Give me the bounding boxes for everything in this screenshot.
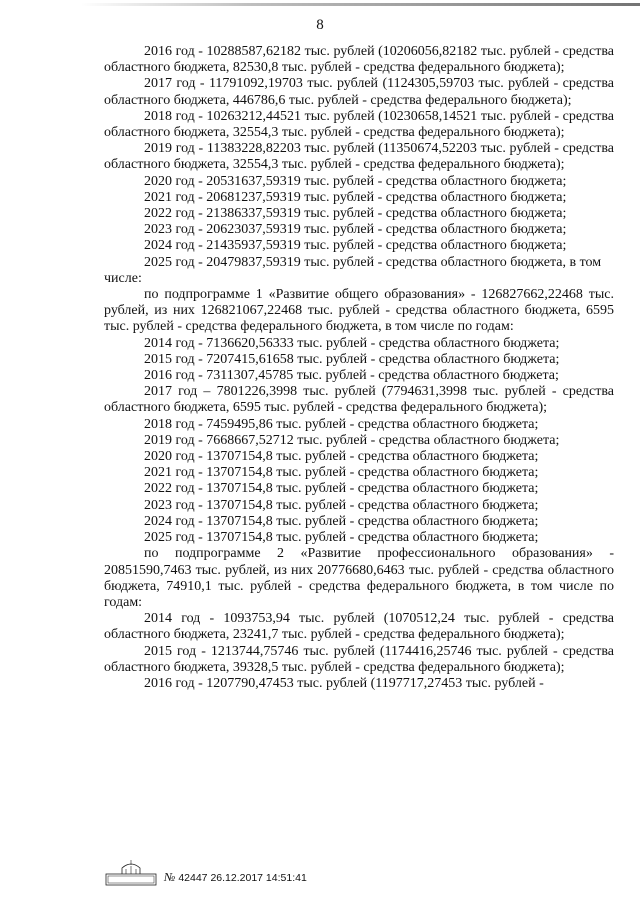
page-number: 8 (316, 17, 324, 33)
paragraph: 2016 год - 7311307,45785 тыс. рублей - средства областного бюджета; (144, 368, 559, 384)
paragraph: 2014 год - 1093753,94 тыс. рублей (1070512,24 тыс. рублей - средства областного бюджета, 23241,7 тыс. рублей - средства федерального бюджета); (104, 611, 614, 643)
paragraph: 2017 год – 7801226,3998 тыс. рублей (7794631,3998 тыс. рублей - средства областного бюджета, 6595 тыс. рублей - средства федерального бюджета); (104, 384, 614, 416)
paragraph: 2023 год - 20623037,59319 тыс. рублей - средства областного бюджета; (144, 222, 567, 238)
government-stamp-logo (104, 858, 158, 888)
paragraph: 2015 год - 7207415,61658 тыс. рублей - средства областного бюджета; (144, 351, 560, 367)
paragraph: 2014 год - 7136620,56333 тыс. рублей - средства областного бюджета; (144, 335, 560, 351)
paragraph: 2020 год - 13707154,8 тыс. рублей - средства областного бюджета; (144, 449, 539, 465)
paragraph: 2025 год - 13707154,8 тыс. рублей - средства областного бюджета; (144, 530, 539, 546)
paragraph: 2022 год - 13707154,8 тыс. рублей - средства областного бюджета; (144, 481, 539, 497)
paragraph: по подпрограмме 2 «Развитие профессионального образования» - 20851590,7463 тыс. рублей, из них 20776680,6463 тыс. рублей - средства областного бюджета, 74910,1 тыс. рублей - средства федерального бюджета, в том числе по годам: (104, 546, 614, 610)
paragraph: 2025 год - 20479837,59319 тыс. рублей - средства областного бюджета, в том числе: (104, 254, 602, 286)
document-body (104, 44, 614, 692)
paragraph: 2023 год - 13707154,8 тыс. рублей - средства областного бюджета; (144, 497, 539, 513)
paragraph: 2021 год - 20681237,59319 тыс. рублей - средства областного бюджета; (144, 189, 567, 205)
paragraph: 2022 год - 21386337,59319 тыс. рублей - средства областного бюджета; (144, 206, 567, 222)
paragraph: 2016 год - 10288587,62182 тыс. рублей (10206056,82182 тыс. рублей - средства областного бюджета, 82530,8 тыс. рублей - средства федерального бюджета); (104, 44, 614, 76)
paragraph: 2019 год - 11383228,82203 тыс. рублей (11350674,52203 тыс. рублей - средства областного бюджета, 32554,3 тыс. рублей - средства федерального бюджета); (104, 141, 614, 173)
paragraph: по подпрограмме 1 «Развитие общего образования» - 126827662,22468 тыс. рублей, из них 126821067,22468 тыс. рублей - средства областного бюджета, 6595 тыс. рублей - средства федерального бюджета, в том числе по годам: (104, 287, 614, 335)
paragraph: 2021 год - 13707154,8 тыс. рублей - средства областного бюджета; (144, 465, 539, 481)
paragraph: 2018 год - 7459495,86 тыс. рублей - средства областного бюджета; (144, 416, 539, 432)
paragraph: 2016 год - 1207790,47453 тыс. рублей (1197717,27453 тыс. рублей - (144, 675, 544, 691)
document-footer (104, 858, 404, 888)
paragraph: 2018 год - 10263212,44521 тыс. рублей (10230658,14521 тыс. рублей - средства областного бюджета, 32554,3 тыс. рублей - средства федерального бюджета); (104, 108, 614, 141)
document-registration-info (164, 870, 307, 885)
paragraph: 2017 год - 11791092,19703 тыс. рублей (1124305,59703 тыс. рублей - средства областного бюджета, 446786,6 тыс. рублей - средства федерального бюджета); (104, 76, 614, 108)
paragraph: 2020 год - 20531637,59319 тыс. рублей - средства областного бюджета; (144, 173, 567, 189)
scan-edge-line (80, 3, 640, 6)
paragraph: 2024 год - 13707154,8 тыс. рублей - средства областного бюджета; (144, 513, 539, 529)
paragraph: 2019 год - 7668667,52712 тыс. рублей - средства областного бюджета; (144, 432, 560, 448)
registration-number-date: 42447 26.12.2017 14:51:41 (178, 872, 307, 884)
paragraph: 2024 год - 21435937,59319 тыс. рублей - средства областного бюджета; (144, 238, 567, 254)
paragraph: 2015 год - 1213744,75746 тыс. рублей (1174416,25746 тыс. рублей - средства областного бюджета, 39328,5 тыс. рублей - средства федерального бюджета); (104, 643, 614, 675)
number-sign: № (164, 870, 176, 884)
